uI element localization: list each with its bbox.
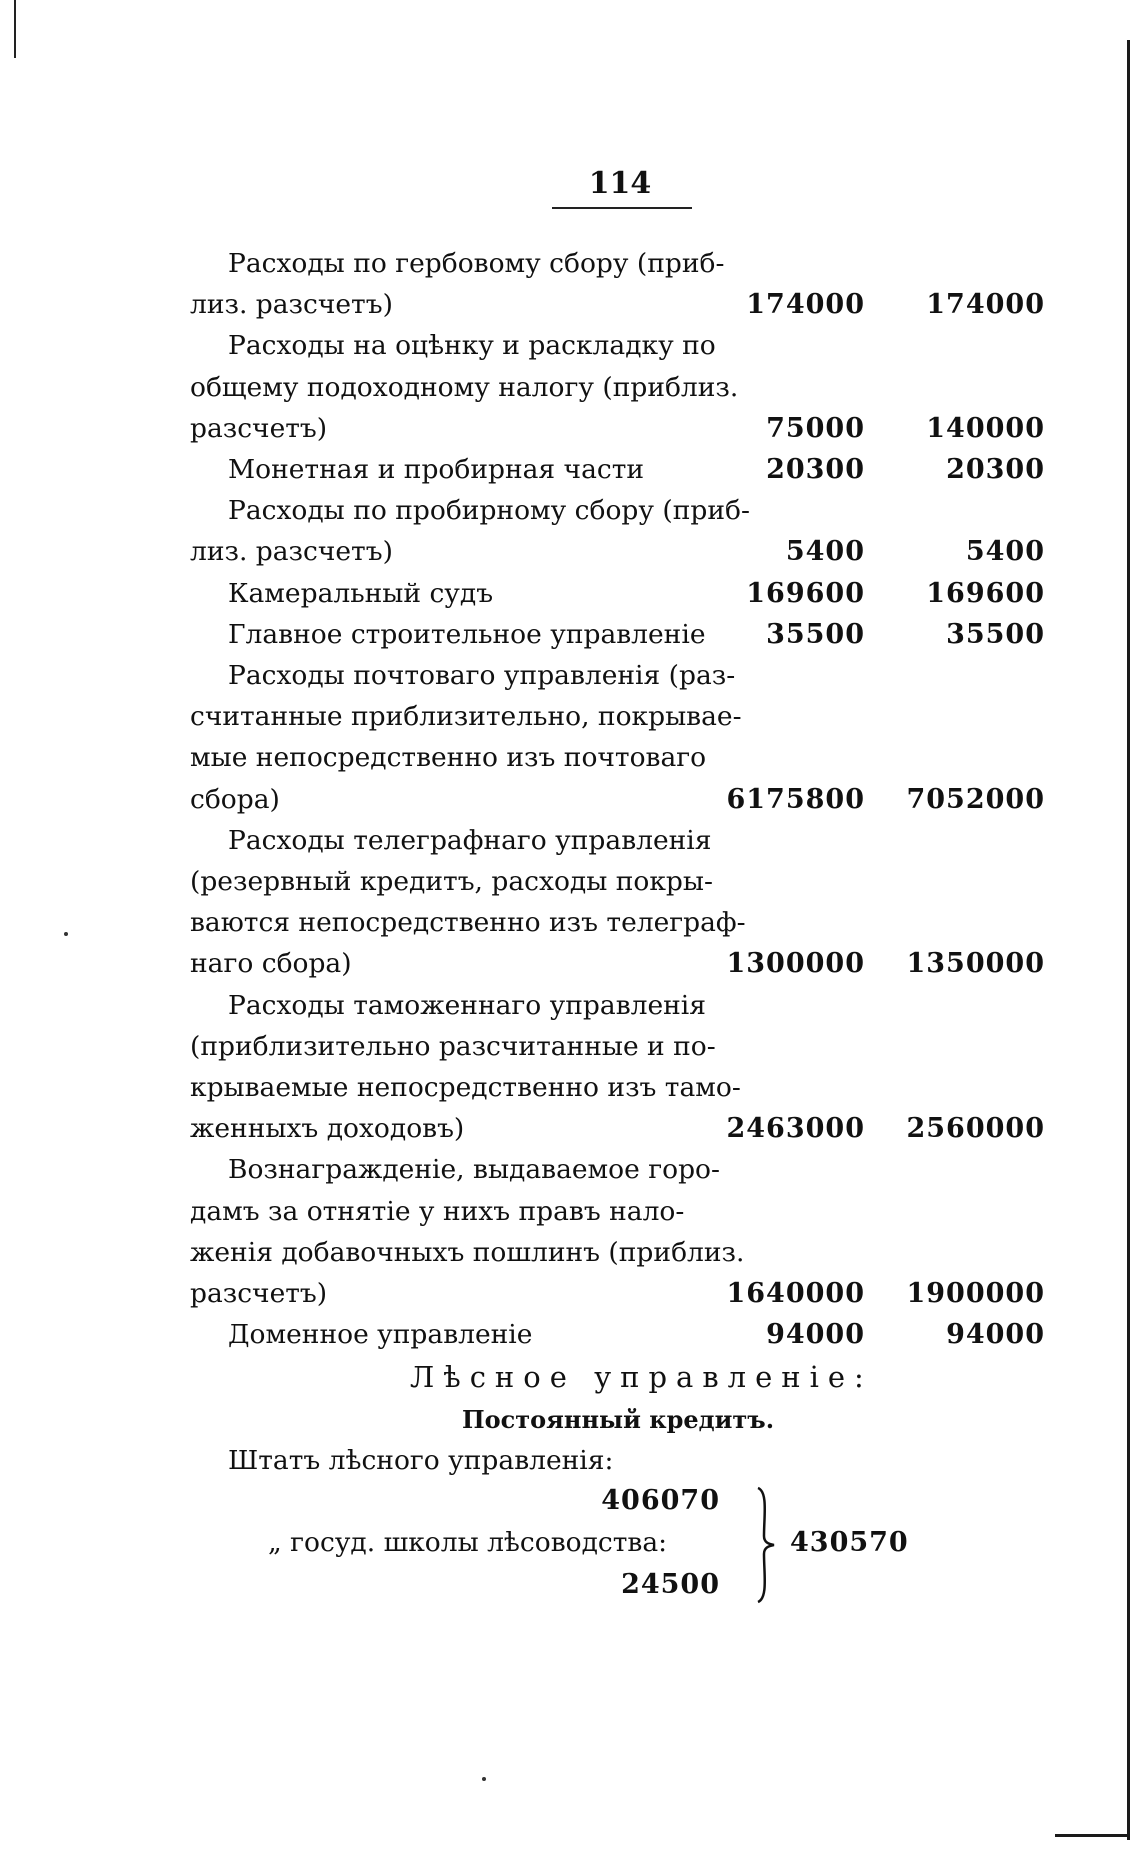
- entry-value-col1: 1640000: [726, 1278, 865, 1309]
- entry-value-col2: 5400: [965, 536, 1045, 567]
- entry-text-line: (приблизительно разсчитанные и по-: [190, 1031, 716, 1062]
- entry-text-line: Расходы на оцѣнку и раскладку по: [228, 330, 716, 361]
- entry-value-col1: 5400: [785, 536, 865, 567]
- entry-value-col1: 2463000: [726, 1113, 865, 1144]
- staff-total: 430570: [790, 1527, 909, 1558]
- entry-text-line: Расходы по пробирному сбору (приб-: [228, 495, 750, 526]
- entry-text-line: женныхъ доходовъ): [190, 1113, 465, 1144]
- entry-text-line: женія добавочныхъ пошлинъ (приблиз.: [190, 1237, 745, 1268]
- entry-text-line: лиз. разсчетъ): [190, 536, 393, 567]
- entry-value-col2: 140000: [926, 413, 1045, 444]
- print-speck: [64, 932, 68, 936]
- staff-value-forest-administration: 406070: [601, 1485, 720, 1516]
- subsection-title: Постоянный кредитъ.: [462, 1405, 775, 1434]
- entry-value-col1: 6175800: [726, 784, 865, 815]
- entry-text-line: лиз. разсчетъ): [190, 289, 393, 320]
- entry-text-line: Расходы таможеннаго управленія: [228, 990, 706, 1021]
- entry-value-col1: 75000: [766, 413, 865, 444]
- entry-value-col2: 7052000: [906, 784, 1045, 815]
- entry-text-line: мые непосредственно изъ почтоваго: [190, 742, 707, 773]
- entry-text-line: Расходы телеграфнаго управленія: [228, 825, 712, 856]
- entry-text-line: считанные приблизительно, покрывае-: [190, 701, 742, 732]
- entry-value-col2: 94000: [946, 1319, 1045, 1350]
- entry-text-line: Камеральный судъ: [228, 578, 494, 609]
- entry-text-line: ваются непосредственно изъ телеграф-: [190, 907, 746, 938]
- entry-text-line: Расходы почтоваго управленія (раз-: [228, 660, 736, 691]
- entry-value-col2: 1350000: [906, 948, 1045, 979]
- entry-text-line: Монетная и пробирная части: [228, 454, 645, 485]
- entry-value-col2: 20300: [946, 454, 1045, 485]
- entry-value-col2: 2560000: [906, 1113, 1045, 1144]
- entry-value-col2: 174000: [926, 289, 1045, 320]
- entry-value-col2: 35500: [946, 619, 1045, 650]
- entry-value-col1: 35500: [766, 619, 865, 650]
- section-title: Лѣсное управленіе:: [410, 1360, 873, 1394]
- entry-text-line: крываемые непосредственно изъ тамо-: [190, 1072, 741, 1103]
- entry-text-line: дамъ за отнятіе у нихъ правъ нало-: [190, 1196, 685, 1227]
- entry-text-line: (резервный кредитъ, расходы покры-: [190, 866, 713, 897]
- staff-title: Штатъ лѣсного управленія:: [228, 1445, 614, 1476]
- entry-text-line: Главное строительное управленіе: [228, 619, 706, 650]
- entry-value-col1: 174000: [746, 289, 865, 320]
- entry-text-line: Доменное управленіе: [228, 1319, 533, 1350]
- entry-value-col2: 1900000: [906, 1278, 1045, 1309]
- entry-text-line: разсчетъ): [190, 1278, 328, 1309]
- print-speck: [482, 1777, 486, 1781]
- staff-value-forestry-schools: 24500: [621, 1569, 720, 1600]
- entry-text-line: наго сбора): [190, 948, 352, 979]
- entry-text-line: разсчетъ): [190, 413, 328, 444]
- entry-text-line: сбора): [190, 784, 280, 815]
- entry-text-line: Расходы по гербовому сбору (приб-: [228, 248, 725, 279]
- entry-value-col1: 20300: [766, 454, 865, 485]
- page-number: 114: [588, 166, 652, 201]
- staff-label-forestry-schools: „ госуд. школы лѣсоводства:: [268, 1527, 668, 1558]
- entry-text-line: общему подоходному налогу (приблиз.: [190, 372, 739, 403]
- entry-text-line: Вознагражденіе, выдаваемое горо-: [228, 1154, 720, 1185]
- entry-value-col1: 169600: [746, 578, 865, 609]
- entry-value-col2: 169600: [926, 578, 1045, 609]
- entry-value-col1: 94000: [766, 1319, 865, 1350]
- entry-value-col1: 1300000: [726, 948, 865, 979]
- curly-brace: [752, 1486, 780, 1604]
